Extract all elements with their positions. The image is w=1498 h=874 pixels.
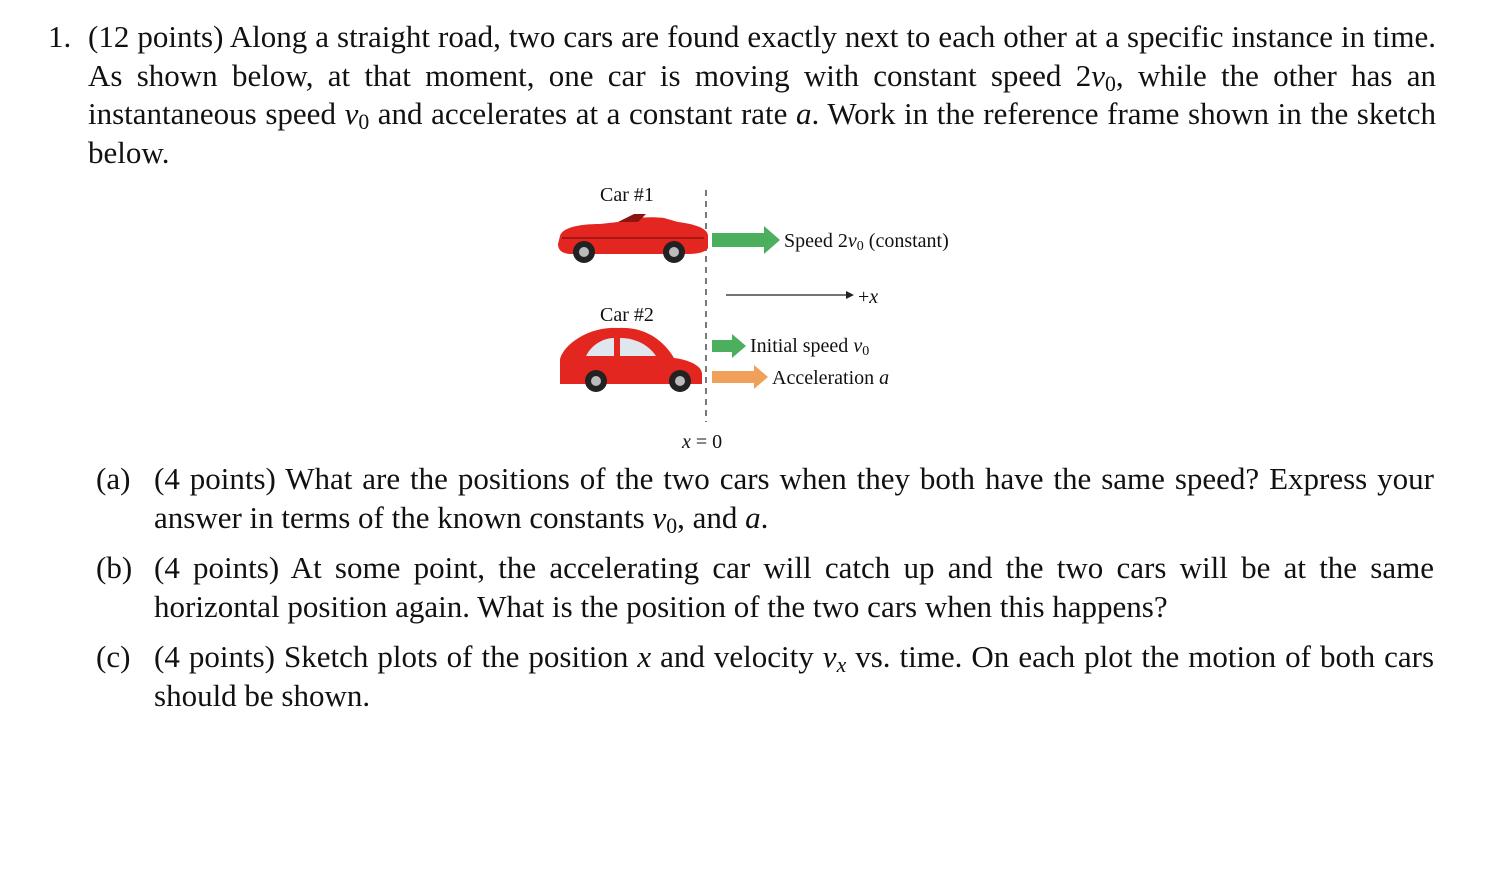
part-b — [96, 549, 1434, 626]
part-c-text: (4 points) Sketch plots of the position x and velocity $v_x$ vs. time. On each plot the motion of both cars should be shown. — [154, 639, 1435, 713]
car2-velocity-arrow — [712, 334, 746, 358]
part-b-text: (4 points) At some point, the accelerating car will catch up and the two cars will be at the same horizontal position again. What is the position of the two cars when this happens? — [154, 550, 1434, 624]
car2-accel-label: Acceleration a — [772, 367, 890, 389]
car1-velocity-arrow — [712, 226, 780, 254]
part-a — [96, 460, 1434, 537]
car2-acceleration-arrow — [712, 365, 768, 389]
part-a-label: (a) — [96, 461, 131, 496]
car1-speed-label: Speed $2v_0$ (constant) — [784, 230, 949, 255]
part-b-label: (b) — [96, 550, 133, 586]
part-c-label: (c) — [96, 639, 131, 675]
cars-figure — [548, 178, 978, 460]
x-axis-arrowhead — [846, 291, 854, 299]
car2-classic-car-icon — [560, 328, 702, 392]
problem-1 — [48, 18, 1436, 172]
problem-parts — [96, 460, 1434, 728]
car1-label: Car #1 — [600, 184, 654, 206]
x-axis-label: +x — [858, 286, 879, 308]
problem-text: (12 points) Along a straight road, two cars are found exactly next to each other at a specific instance in time. As shown below, at that moment, one car is moving with constant speed $2v_0$, while the other has an instantaneous speed $v_0$ and accelerates at a constant rate a. Work in the reference frame shown in the sketch below. — [88, 19, 1437, 170]
problem-statement — [48, 18, 1436, 172]
part-a-text: (4 points) What are the positions of the two cars when they both have the same speed? Express your answer in terms of the known constants $v_0$, and a. — [154, 461, 1434, 538]
problem-number: 1. — [48, 19, 72, 54]
origin-label: x = 0 — [682, 431, 723, 453]
car1-sports-car-icon — [558, 214, 708, 263]
part-c — [96, 638, 1434, 715]
car2-label: Car #2 — [600, 304, 654, 326]
car2-speed-label: Initial speed $v_0$ — [750, 335, 870, 360]
